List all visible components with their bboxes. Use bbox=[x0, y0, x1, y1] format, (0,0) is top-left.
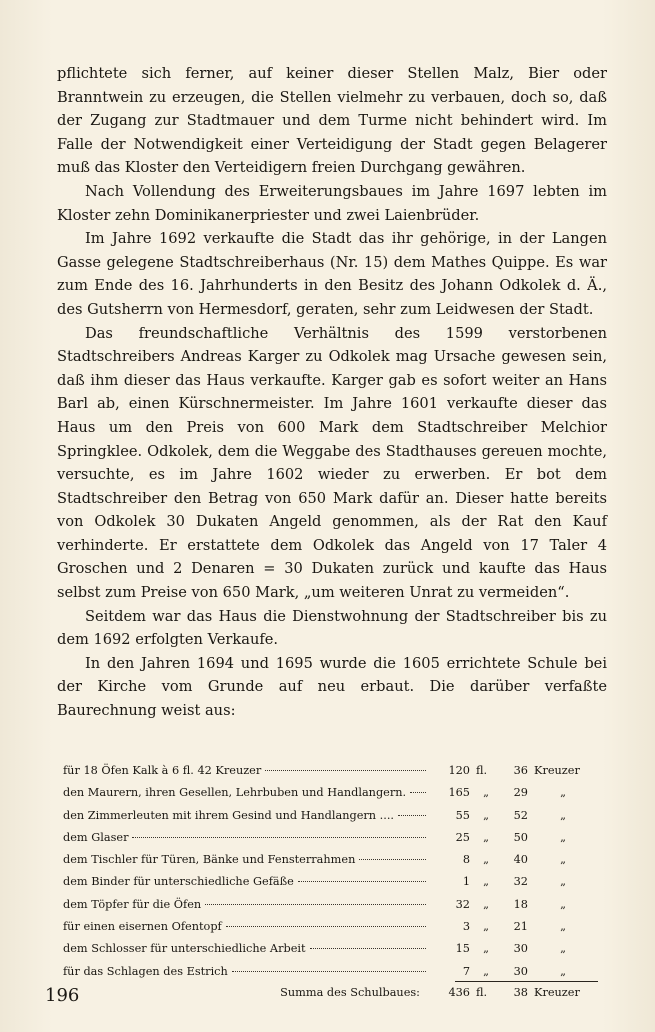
florin-amount: 3 bbox=[462, 920, 470, 934]
expense-label: für das Schlagen des Estrich bbox=[63, 964, 228, 978]
expense-label: den Maurern, ihren Gesellen, Lehrbuben und Handlangern. bbox=[63, 786, 407, 800]
florin-unit: „ bbox=[483, 942, 489, 956]
expense-label: den Zimmerleuten mit ihrem Gesind und Handlangern .... bbox=[63, 808, 395, 822]
kreuzer-unit: „ bbox=[560, 830, 566, 844]
expense-row bbox=[63, 938, 598, 960]
leader-dots bbox=[398, 815, 426, 816]
paragraph: Seitdem war das Haus die Dienstwohnung der Stadtschreiber bis zu dem 1692 erfolgten Verkaufe. bbox=[57, 607, 607, 649]
florin-amount: 165 bbox=[448, 786, 470, 800]
expense-label: dem Töpfer für die Öfen bbox=[63, 897, 202, 911]
sum-florin-amount: 436 bbox=[448, 985, 470, 999]
paragraph: Nach Vollendung des Erweiterungsbaues im Jahre 1697 lebten im Kloster zehn Dominikanerpriester und zwei Laienbrüder. bbox=[57, 182, 607, 224]
paragraph: Im Jahre 1692 verkaufte die Stadt das ihr gehörige, in der Langen Gasse gelegene Stadtschreiberhaus (Nr. 15) dem Mathes Quippe. Es war zum Ende des 16. Jahrhunderts in den Besitz des Johann Odkolek d. Ä., des Gutsherrn von Hermesdorf, geraten, sehr zum Leidwesen der Stadt. bbox=[57, 230, 607, 318]
kreuzer-amount: 32 bbox=[513, 875, 528, 889]
expense-row bbox=[63, 894, 598, 916]
leader-dots bbox=[298, 881, 426, 882]
florin-unit: „ bbox=[483, 920, 489, 934]
florin-unit: fl. bbox=[476, 764, 488, 777]
expense-label: für einen eisernen Ofentopf bbox=[63, 920, 222, 934]
kreuzer-unit: „ bbox=[560, 786, 566, 800]
expense-row bbox=[63, 961, 598, 983]
expense-label: für 18 Öfen Kalk à 6 fl. 42 Kreuzer bbox=[63, 764, 262, 777]
leader-dots bbox=[359, 859, 426, 860]
kreuzer-unit: Kreuzer bbox=[534, 764, 580, 777]
kreuzer-amount: 30 bbox=[513, 942, 528, 956]
expense-label: dem Binder für unterschiedliche Gefäße bbox=[63, 875, 294, 889]
expense-label: dem Glaser bbox=[63, 830, 129, 844]
florin-unit: „ bbox=[483, 786, 489, 800]
kreuzer-amount: 52 bbox=[513, 808, 528, 822]
expense-label: dem Schlosser für unterschiedliche Arbeit bbox=[63, 942, 306, 956]
page-number: 196 bbox=[45, 985, 80, 1006]
body-text bbox=[57, 62, 607, 723]
expense-row bbox=[63, 916, 598, 938]
expense-row bbox=[63, 782, 598, 804]
florin-amount: 15 bbox=[455, 942, 470, 956]
kreuzer-amount: 36 bbox=[513, 764, 528, 777]
florin-amount: 8 bbox=[462, 853, 470, 867]
sum-label: Summa des Schulbaues: bbox=[280, 985, 420, 999]
florin-unit: „ bbox=[483, 808, 489, 822]
sum-florin-unit: fl. bbox=[476, 985, 488, 999]
expense-row bbox=[63, 849, 598, 871]
kreuzer-unit: „ bbox=[560, 853, 566, 867]
paragraph: pflichtete sich ferner, auf keiner dieser Stellen Malz, Bier oder Branntwein zu erzeugen, die Stellen vielmehr zu verbauen, doch so, daß der Zugang zur Stadtmauer und dem Turme nicht behindert wird. Im Falle der Notwendigkeit einer Verteidigung der Stadt gegen Belagerer muß das Kloster den Verteidigern freien Durchgang gewähren. bbox=[57, 65, 607, 177]
leader-dots bbox=[132, 837, 426, 838]
kreuzer-unit: „ bbox=[560, 920, 566, 934]
florin-amount: 55 bbox=[455, 808, 470, 822]
expense-label: dem Tischler für Türen, Bänke und Fensterrahmen bbox=[63, 853, 356, 867]
leader-dots bbox=[310, 948, 426, 949]
sum-kreuzer-amount: 38 bbox=[513, 985, 528, 999]
sum-kreuzer-unit: Kreuzer bbox=[534, 985, 580, 999]
kreuzer-unit: „ bbox=[560, 942, 566, 956]
paragraph: Das freundschaftliche Verhältnis des 1599 verstorbenen Stadtschreibers Andreas Karger zu Odkolek mag Ursache gewesen sein, daß ihm dieser das Haus verkaufte. Karger gab es sofort weiter an Hans Barl ab, einen Kürschnermeister. Im Jahre 1601 verkaufte dieser das Haus um den Preis von 600 Mark dem Stadtschreiber Melchior Springklee. Odkolek, dem die Weggabe des Stadthauses gereuen mochte, versuchte, es im Jahre 1602 wieder zu erwerben. Er bot dem Stadtschreiber den Betrag von 650 Mark dafür an. Dieser hatte bereits von Odkolek 30 Dukaten Angeld genommen, als der Rat den Kauf verhinderte. Er erstattete dem Odkolek das Angeld von 17 Taler 4 Groschen und 2 Denaren = 30 Dukaten zurück und kaufte das Haus selbst zum Preise von 650 Mark, „um weiteren Unrat zu vermeiden“. bbox=[57, 324, 607, 602]
expense-table bbox=[63, 760, 598, 1004]
kreuzer-unit: „ bbox=[560, 897, 566, 911]
florin-amount: 1 bbox=[462, 875, 470, 889]
florin-unit: „ bbox=[483, 875, 489, 889]
florin-amount: 120 bbox=[448, 764, 470, 777]
kreuzer-amount: 30 bbox=[513, 964, 528, 978]
expense-row bbox=[63, 760, 598, 782]
kreuzer-amount: 21 bbox=[513, 920, 528, 934]
kreuzer-amount: 18 bbox=[513, 897, 528, 911]
florin-unit: „ bbox=[483, 853, 489, 867]
kreuzer-amount: 29 bbox=[513, 786, 528, 800]
kreuzer-unit: „ bbox=[560, 875, 566, 889]
florin-amount: 25 bbox=[455, 830, 470, 844]
leader-dots bbox=[226, 926, 426, 927]
florin-unit: „ bbox=[483, 830, 489, 844]
kreuzer-amount: 40 bbox=[513, 853, 528, 867]
expense-row bbox=[63, 871, 598, 893]
florin-amount: 32 bbox=[455, 897, 470, 911]
expense-row bbox=[63, 805, 598, 827]
kreuzer-unit: „ bbox=[560, 964, 566, 978]
leader-dots bbox=[232, 971, 426, 972]
kreuzer-unit: „ bbox=[560, 808, 566, 822]
florin-unit: „ bbox=[483, 964, 489, 978]
paragraph: In den Jahren 1694 und 1695 wurde die 1605 errichtete Schule bei der Kirche vom Grunde auf neu erbaut. Die darüber verfaßte Baurechnung weist aus: bbox=[57, 654, 607, 720]
florin-amount: 7 bbox=[462, 964, 470, 978]
expense-row bbox=[63, 827, 598, 849]
leader-dots bbox=[205, 904, 426, 905]
kreuzer-amount: 50 bbox=[513, 830, 528, 844]
leader-dots bbox=[265, 770, 426, 771]
florin-unit: „ bbox=[483, 897, 489, 911]
sum-row bbox=[63, 982, 598, 1004]
leader-dots bbox=[410, 792, 426, 793]
